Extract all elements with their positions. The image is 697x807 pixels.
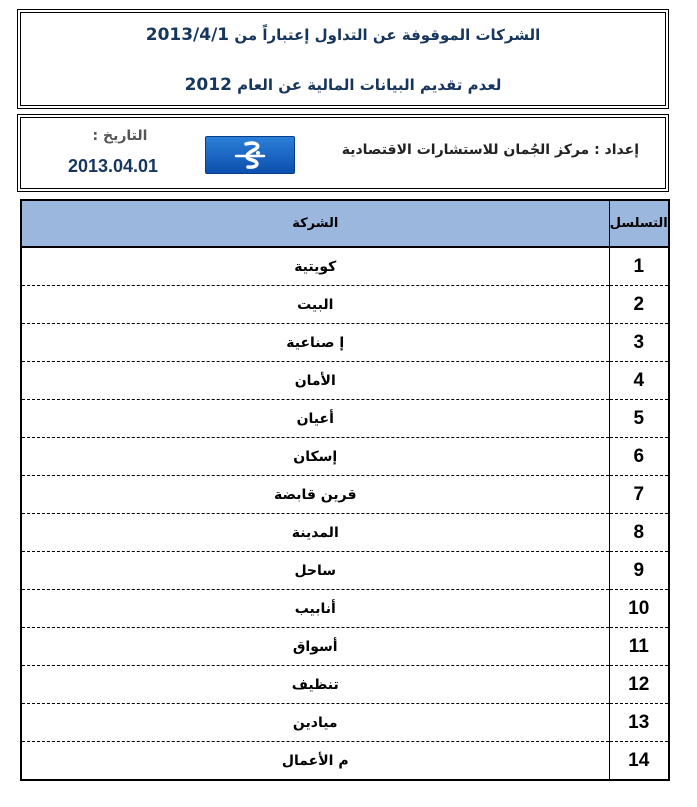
table-row xyxy=(21,362,669,400)
table-row xyxy=(21,628,669,666)
company-name-cell: تنظيف xyxy=(21,666,609,704)
serial-cell: 2 xyxy=(609,286,669,324)
company-name-cell: البيت xyxy=(21,286,609,324)
title-line-1 xyxy=(21,25,665,45)
serial-cell: 3 xyxy=(609,324,669,362)
company-name-cell: م الأعمال xyxy=(21,742,609,781)
serial-cell: 1 xyxy=(609,247,669,286)
table-row xyxy=(21,704,669,742)
companies-table xyxy=(20,199,670,781)
table-row xyxy=(21,324,669,362)
table-row xyxy=(21,514,669,552)
date-value: 2013.04.01 xyxy=(67,156,159,176)
company-name-cell: ساحل xyxy=(21,552,609,590)
title-line-1-text: الشركات الموقوفة عن التداول إعتباراً من xyxy=(234,26,541,44)
title-line-2-text: لعدم تقديم البيانات المالية عن العام xyxy=(237,76,502,94)
serial-cell: 8 xyxy=(609,514,669,552)
serial-cell: 5 xyxy=(609,400,669,438)
serial-cell: 12 xyxy=(609,666,669,704)
table-row xyxy=(21,286,669,324)
info-box xyxy=(20,117,666,189)
serial-cell: 10 xyxy=(609,590,669,628)
company-name-cell: قرين قابضة xyxy=(21,476,609,514)
column-header-company: الشركة xyxy=(21,200,609,247)
company-name-cell: أنابيب xyxy=(21,590,609,628)
table-row xyxy=(21,438,669,476)
title-date: 2013/4/1 xyxy=(145,25,230,45)
serial-cell: 4 xyxy=(609,362,669,400)
company-name-cell: أعيان xyxy=(21,400,609,438)
table-row xyxy=(21,247,669,286)
table-row xyxy=(21,666,669,704)
table-row xyxy=(21,476,669,514)
date-label: التاريخ : xyxy=(92,128,148,144)
al-juman-logo-icon xyxy=(205,136,295,174)
serial-cell: 6 xyxy=(609,438,669,476)
table-row xyxy=(21,400,669,438)
serial-cell: 9 xyxy=(609,552,669,590)
serial-cell: 7 xyxy=(609,476,669,514)
table-row xyxy=(21,742,669,781)
serial-cell: 13 xyxy=(609,704,669,742)
title-year: 2012 xyxy=(184,75,232,95)
title-box xyxy=(20,12,666,106)
company-name-cell: الأمان xyxy=(21,362,609,400)
table-row xyxy=(21,590,669,628)
company-name-cell: كويتية xyxy=(21,247,609,286)
prepared-by: إعداد : مركز الجُمان للاستشارات الاقتصادية xyxy=(341,142,639,158)
company-name-cell: إسكان xyxy=(21,438,609,476)
company-name-cell: أسواق xyxy=(21,628,609,666)
table-row xyxy=(21,552,669,590)
company-name-cell: إ صناعية xyxy=(21,324,609,362)
table-header-row xyxy=(21,200,669,247)
serial-cell: 11 xyxy=(609,628,669,666)
company-name-cell: ميادين xyxy=(21,704,609,742)
company-name-cell: المدينة xyxy=(21,514,609,552)
column-header-serial: التسلسل xyxy=(609,200,669,247)
title-line-2 xyxy=(21,75,665,95)
serial-cell: 14 xyxy=(609,742,669,781)
